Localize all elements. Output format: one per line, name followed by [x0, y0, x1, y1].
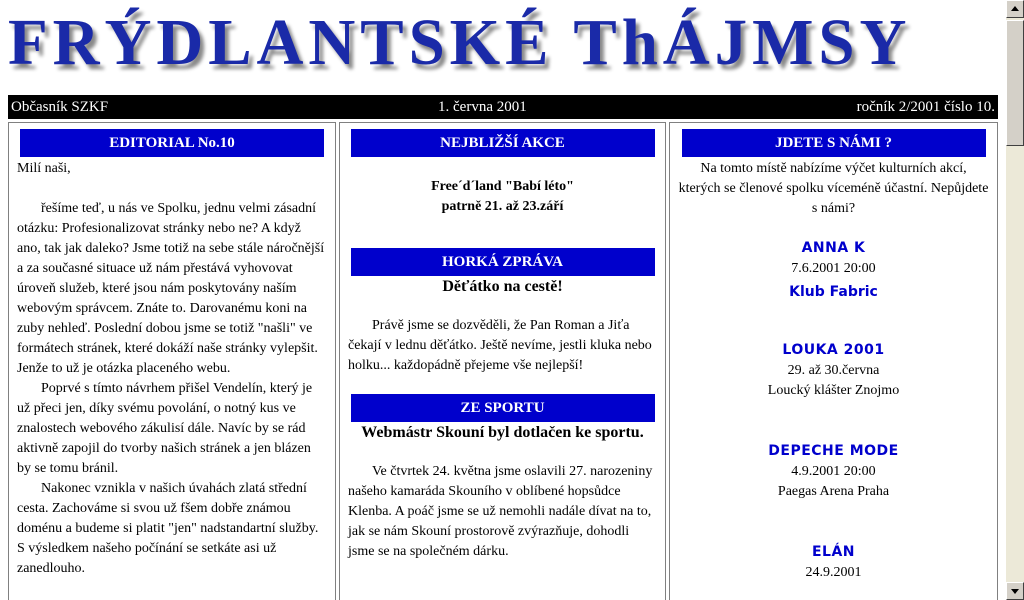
hot-news-heading: HORKÁ ZPRÁVA — [351, 248, 655, 276]
nearest-events-heading: NEJBLIŽŠÍ AKCE — [351, 129, 655, 157]
event-date: 29. až 30.června — [787, 363, 880, 378]
scroll-down-arrow-icon[interactable] — [1006, 582, 1024, 600]
scroll-up-arrow-icon[interactable] — [1006, 0, 1024, 18]
editorial-paragraph-1: řešíme teď, u nás ve Spolku, jednu velmi zásadní otázku: Profesionalizovat stránky nebo ne? A když ano, tak jak daleko? Jsme totiž na sebe stále náročnější a za současné situace už nám přestává vyhovovat úroveň služeb, které jsou nám poskytovány naším webovým správcem. Znáte to. Darovanému koni na zuby nehleď. Poslední dobou jsme se totiž "našli" ve formátech stránek, které dokáží naše stránky vylepšit. Jenže to už je otázka placeného webu. — [17, 201, 325, 376]
nearest-event-date: patrně 21. až 23.září — [441, 199, 564, 214]
go-with-us-heading: JDETE S NÁMI ? — [682, 129, 986, 157]
event-place: Loucký klášter Znojmo — [767, 383, 900, 398]
nearest-event-name: Free´d´land "Babí léto" — [431, 179, 574, 194]
editorial-paragraph-2: Poprvé s tímto návrhem přišel Vendelín, který je už přeci jen, díky svému povolání, o notný kus ve znalostech webového zákulisí dále. Navíc by se rád aktivně zapojil do tvorby našich stránek a jen blázen by se tomu bránil. — [17, 381, 313, 476]
event-name[interactable]: ANNA K — [801, 240, 866, 256]
editorial-column — [8, 122, 336, 600]
sport-heading: ZE SPORTU — [351, 394, 655, 422]
issue-info-bar — [8, 95, 998, 119]
issue-date: 1. června 2001 — [438, 98, 527, 115]
event-date: 24.9.2001 — [805, 565, 862, 580]
editorial-greeting: Milí naši, — [17, 161, 71, 176]
publication-name: Občasník SZKF — [11, 98, 109, 115]
event-place-link[interactable]: Klub Fabric — [789, 284, 878, 300]
sport-title: Webmástr Skouní byl dotlačen ke sportu. — [361, 424, 644, 441]
event-item — [670, 237, 997, 305]
event-name[interactable]: DEPECHE MODE — [768, 443, 899, 459]
vertical-scrollbar[interactable] — [1006, 0, 1024, 600]
hot-news-title: Děťátko na cestě! — [442, 278, 563, 295]
event-place: Paegas Arena Praha — [777, 484, 890, 499]
event-item — [670, 440, 997, 502]
event-item — [670, 339, 997, 401]
events-column — [669, 122, 998, 600]
event-date: 4.9.2001 20:00 — [791, 464, 876, 479]
sport-text: Ve čtvrtek 24. května jsme oslavili 27. narozeniny našeho kamaráda Skouního v oblíbené hopsůdce Klenba. A poáč jsme se už nemohli nadále dívat na to, jak se nám Skouní prostorově zvýrazňuje, dohodli jsme se na společném dárku. — [348, 464, 653, 559]
go-with-us-intro: Na tomto místě nabízíme výčet kulturních akcí, kterých se členové spolku víceméně účastní. Nepůjdete s námi? — [678, 161, 989, 216]
news-column — [339, 122, 666, 600]
hot-news-text: Právě jsme se dozvěděli, že Pan Roman a Jiťa čekají v lednu děťátko. Ještě nevíme, jestli kluka nebo holku... každopádně přejeme vše nejlepší! — [348, 318, 652, 373]
event-item — [670, 541, 997, 583]
issue-number: ročník 2/2001 číslo 10. — [856, 98, 995, 115]
masthead-banner — [0, 0, 1006, 94]
scroll-thumb[interactable] — [1006, 20, 1024, 146]
editorial-heading: EDITORIAL No.10 — [20, 129, 324, 157]
masthead-title: FRÝDLANTSKÉ ThÁJMSY — [8, 6, 912, 79]
editorial-paragraph-3: Nakonec vznikla v našich úvahách zlatá střední cesta. Zachováme si svou už fšem dobře známou doménu a budeme si platit "jen" nadstandartní služby. S výsledkem našeho počínání se setkáte asi už zanedlouho. — [17, 481, 319, 576]
event-date: 7.6.2001 20:00 — [791, 261, 876, 276]
event-name[interactable]: ELÁN — [811, 544, 856, 560]
event-name[interactable]: LOUKA 2001 — [782, 342, 885, 358]
